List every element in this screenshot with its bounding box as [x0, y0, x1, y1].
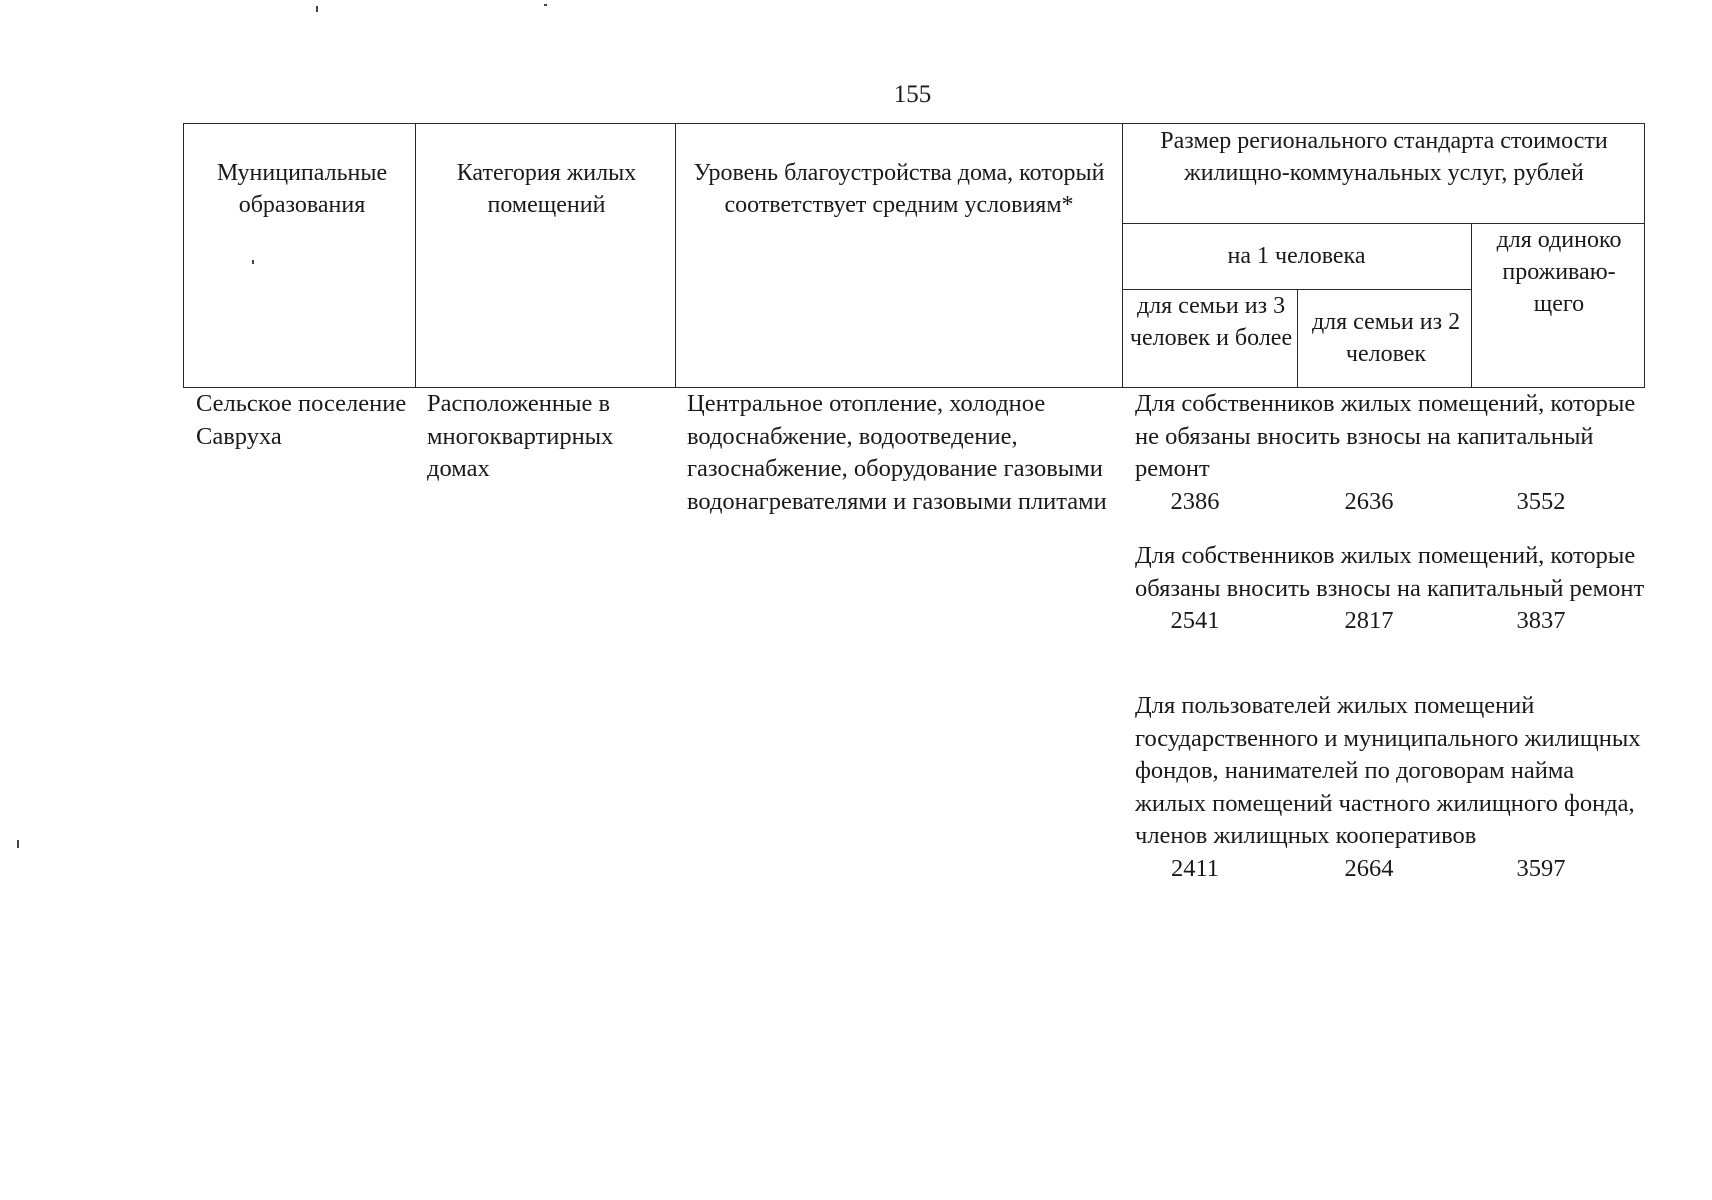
col-divider — [675, 124, 676, 387]
value-family-3: 2386 — [1170, 487, 1220, 515]
row-municipality: Сельское поселение Савруха — [196, 390, 407, 450]
values-row — [1135, 605, 1645, 637]
value-family-2: 2817 — [1344, 607, 1394, 634]
col-divider — [1297, 289, 1298, 387]
value-family-3: 2541 — [1170, 607, 1220, 634]
values-row — [1135, 853, 1645, 885]
value-family-3: 2411 — [1170, 854, 1220, 882]
value-single: 3837 — [1516, 607, 1566, 634]
section-label: Для собственников жилых помещений, которые обязаны вносить взносы на капитальный ремонт — [1135, 542, 1645, 602]
scan-speck — [17, 840, 19, 848]
col-divider — [415, 124, 416, 387]
col-divider — [1122, 124, 1123, 387]
header-single: для одиноко проживаю-щего — [1496, 227, 1622, 317]
header-family-2: для семьи из 2 человек — [1311, 309, 1461, 367]
tariff-section — [1135, 540, 1645, 637]
tariff-section — [1135, 690, 1645, 885]
col-divider — [1471, 223, 1472, 387]
scan-speck — [252, 260, 254, 264]
section-label: Для собственников жилых помещений, которые не обязаны вносить взносы на капитальный ремонт — [1135, 390, 1636, 482]
value-single: 3597 — [1516, 854, 1566, 882]
header-level: Уровень благоустройства дома, который соответствует средним условиям* — [693, 160, 1105, 218]
value-single: 3552 — [1516, 487, 1566, 515]
scan-speck — [544, 4, 547, 6]
header-per-person: на 1 человека — [1227, 243, 1366, 269]
section-label: Для пользователей жилых помещений государственного и муниципального жилищных фондов, нанимателей по договорам найма жилых помещений частного жилищного фонда, членов жилищных кооперативов — [1135, 692, 1641, 849]
page-number: 155 — [893, 81, 932, 108]
row-category: Расположенные в многоквартирных домах — [427, 390, 614, 482]
value-family-2: 2664 — [1344, 854, 1394, 882]
header-municipality: Муниципальные образования — [216, 160, 388, 218]
header-family-3: для семьи из 3 человек и более — [1129, 293, 1293, 351]
row-level: Центральное отопление, холодное водоснабжение, водоотведение, газоснабжение, оборудование газовыми водонагревателями и газовыми плитами — [687, 390, 1107, 515]
value-family-2: 2636 — [1344, 487, 1394, 515]
tariff-section — [1135, 388, 1645, 518]
values-row — [1135, 486, 1645, 518]
header-standard-size: Размер регионального стандарта стоимости жилищно-коммунальных услуг, рублей — [1160, 128, 1608, 186]
table-header — [183, 123, 1645, 388]
scan-speck — [316, 6, 318, 12]
header-category: Категория жилых помещений — [456, 160, 637, 218]
